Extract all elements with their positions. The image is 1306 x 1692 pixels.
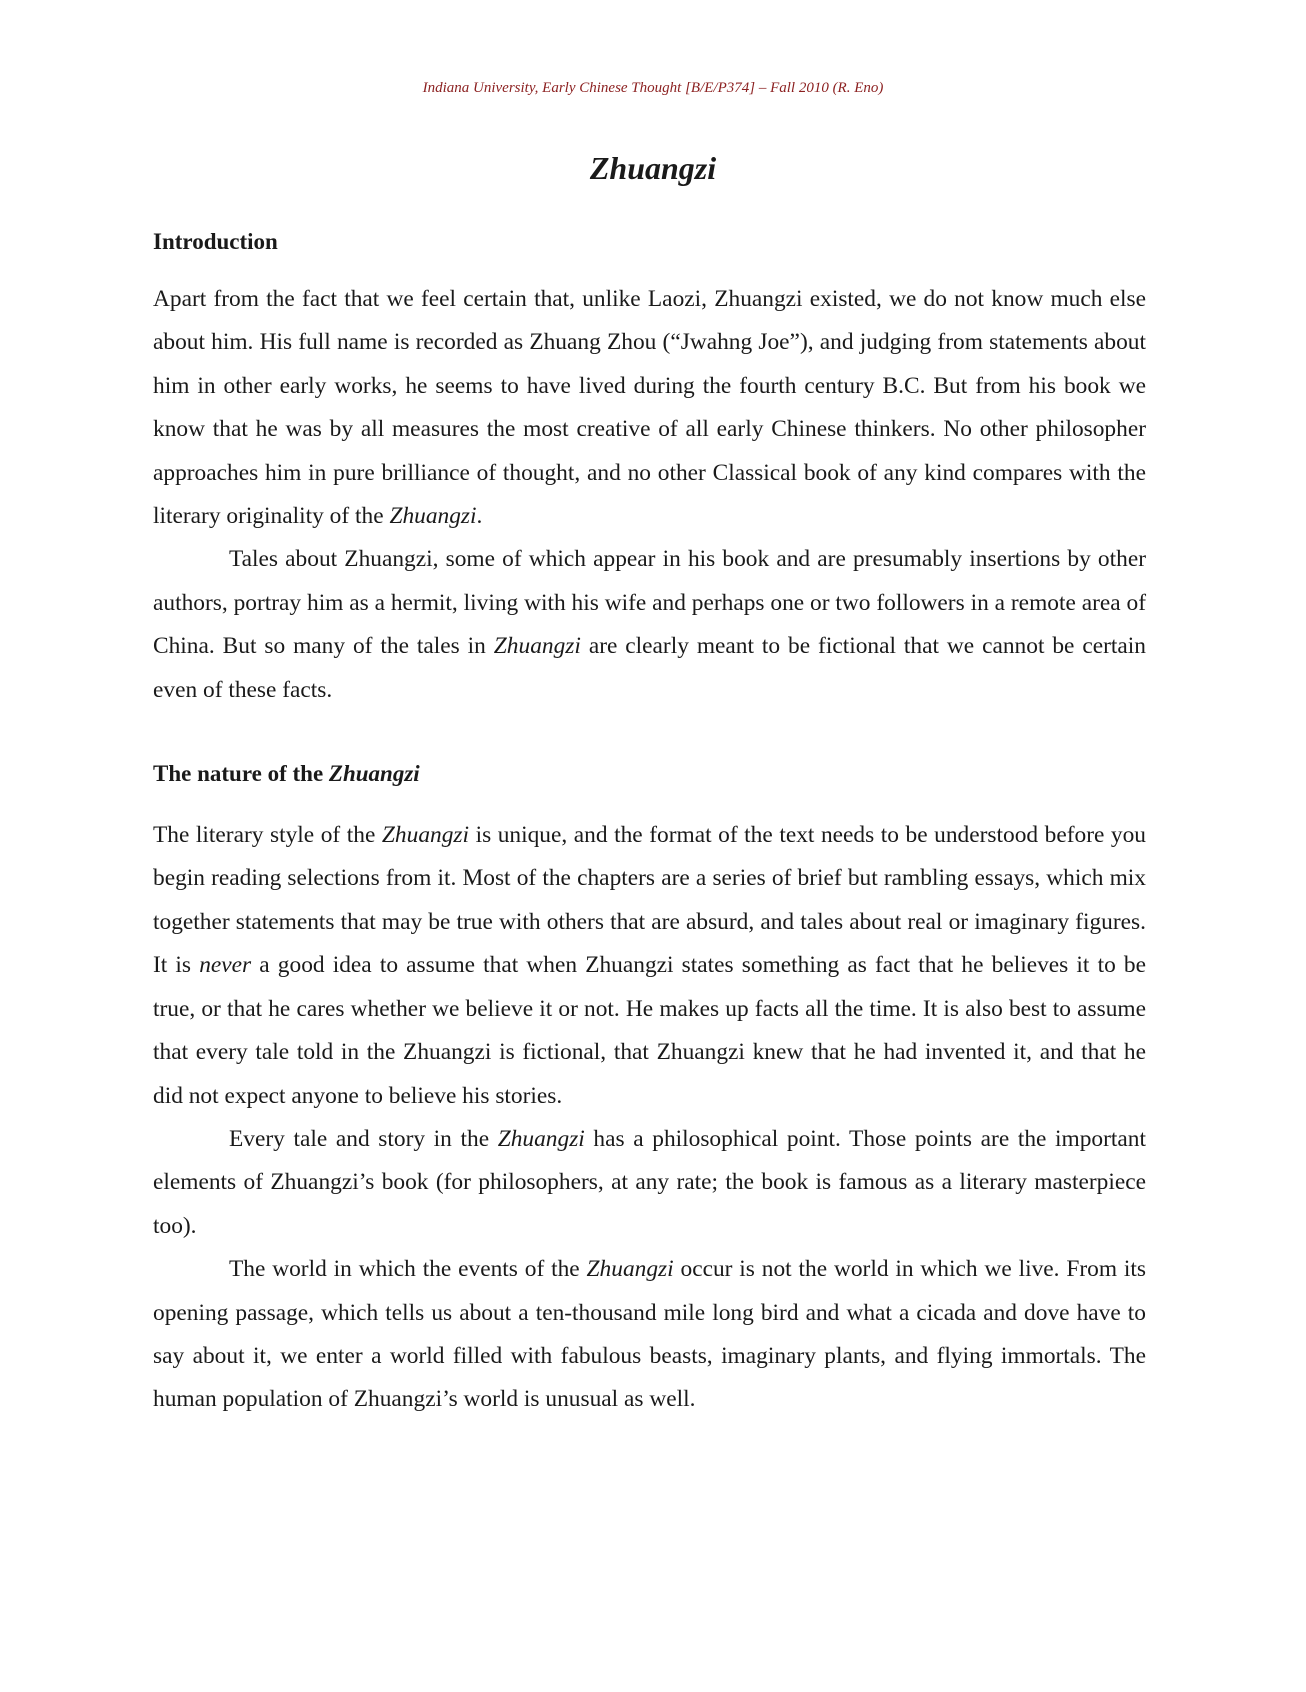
text-run: Apart from the fact that we feel certain that, unlike Laozi, Zhuangzi existed, we do not know much else about him. His full name is recorded as Zhuang Zhou (“Jwahng Joe”), and judging from statements about him in other early works, he seems to have lived during the fourth century B.C. But from his book we know that he was by all measures the most creative of all early Chinese thinkers. No other philosopher approaches him in pure brilliance of thought, and no other Classical book of any kind compares with the literary originality of the (153, 286, 1146, 530)
text-run: a good idea to assume that when Zhuangzi states something as fact that he believes it to be true, or that he cares whether we believe it or not. He makes up facts all the time. It is also best to assume that every tale told in the Zhuangzi is fictional, that Zhuangzi knew that he had invented it, and that he did not expect anyone to believe his stories. (153, 952, 1146, 1109)
text-run: The world in which the events of the (229, 1256, 587, 1283)
text-run: The literary style of the (153, 822, 382, 849)
text-run: are clearly meant to be fictional that we cannot be certain even of these facts. (153, 633, 1146, 703)
document-body (153, 222, 1146, 1422)
emphasis-never: never (199, 952, 252, 979)
text-run: is unique, and the format of the text needs to be understood before you begin reading selections from it. Most of the chapters are a series of brief but rambling essays, which mix together statements that may be true with others that are absurd, and tales about real or imaginary figures. It is (153, 822, 1147, 979)
text-run: has a philosophical point. Those points are the important elements of Zhuangzi’s book (for philosophers, at any rate; the book is famous as a literary masterpiece too). (153, 1125, 1146, 1239)
book-title-italic: Zhuangzi (389, 503, 477, 530)
text-run: . (476, 503, 483, 530)
intro-paragraph-1 (153, 278, 1146, 538)
book-title-italic: Zhuangzi (497, 1125, 585, 1152)
book-title-italic: Zhuangzi (381, 822, 470, 849)
nature-paragraph-3 (153, 1248, 1146, 1422)
intro-paragraph-2 (153, 538, 1146, 712)
running-header: Indiana University, Early Chinese Thought [B/E/P374] – Fall 2010 (R. Eno) (422, 80, 884, 96)
section-heading-introduction: Introduction (153, 229, 278, 254)
book-title-italic: Zhuangzi (586, 1256, 674, 1283)
heading-book-title-italic: Zhuangzi (328, 761, 420, 787)
text-run: Tales about Zhuangzi, some of which appear in his book and are presumably insertions by other authors, portray him as a hermit, living with his wife and perhaps one or two followers in a remote area of China. But so many of the tales in (153, 546, 1146, 660)
document-title: Zhuangzi (589, 150, 717, 186)
nature-paragraph-1 (153, 814, 1146, 1118)
nature-paragraph-2 (153, 1118, 1146, 1248)
text-run: occur is not the world in which we live. From its opening passage, which tells us about a ten-thousand mile long bird and what a cicada and dove have to say about it, we enter a world filled with fabulous beasts, imaginary plants, and flying immortals. The human population of Zhuangzi’s world is unusual as well. (153, 1256, 1146, 1413)
heading-text: The nature of the (153, 761, 329, 787)
section-heading-nature (153, 754, 1146, 794)
book-title-italic: Zhuangzi (493, 633, 581, 660)
text-run: Every tale and story in the (229, 1125, 498, 1152)
